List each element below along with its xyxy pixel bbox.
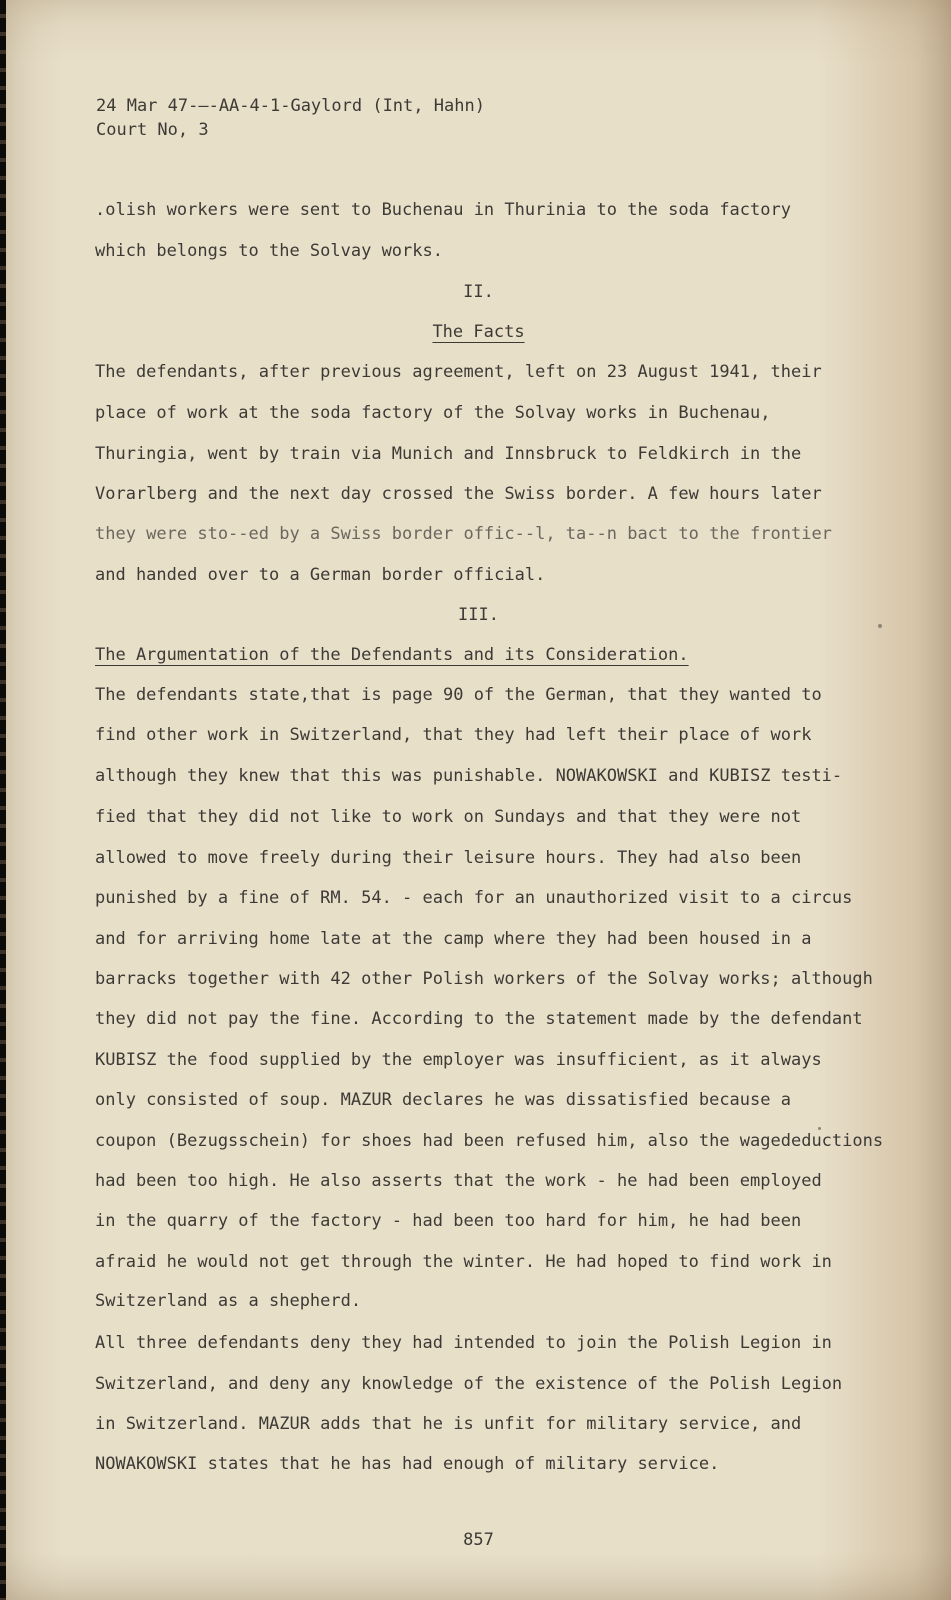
paragraph-line: they did not pay the fine. According to the statement made by the defendant bbox=[95, 1009, 863, 1029]
paragraph-line: allowed to move freely during their leisure hours. They had also been bbox=[95, 848, 802, 868]
paragraph-line: barracks together with 42 other Polish workers of the Solvay works; although bbox=[95, 969, 873, 989]
paragraph-line: KUBISZ the food supplied by the employer was insufficient, as it always bbox=[95, 1050, 822, 1070]
section-numeral: II. bbox=[463, 282, 494, 302]
paragraph-line: Switzerland, and deny any knowledge of the existence of the Polish Legion bbox=[95, 1374, 843, 1394]
paper-speck bbox=[818, 1127, 821, 1130]
paragraph-line: Thuringia, went by train via Munich and Innsbruck to Feldkirch in the bbox=[95, 444, 802, 464]
header-court-number: Court No, 3 bbox=[96, 120, 209, 140]
paragraph-line: fied that they did not like to work on Sundays and that they were not bbox=[95, 807, 802, 827]
document-page bbox=[6, 0, 951, 1600]
section-heading: The Argumentation of the Defendants and its Consideration. bbox=[95, 645, 689, 665]
page-number: 857 bbox=[463, 1530, 494, 1550]
paragraph-line: coupon (Bezugsschein) for shoes had been refused him, also the wagedeductions bbox=[95, 1131, 884, 1151]
paragraph-line: they were sto--ed by a Swiss border offic--l, ta--n bact to the frontier bbox=[95, 524, 832, 544]
paragraph-line: which belongs to the Solvay works. bbox=[95, 241, 443, 261]
paragraph-line: and for arriving home late at the camp where they had been housed in a bbox=[95, 929, 812, 949]
paragraph-line: All three defendants deny they had intended to join the Polish Legion in bbox=[95, 1333, 832, 1353]
paragraph-line: and handed over to a German border official. bbox=[95, 565, 546, 585]
paragraph-line: afraid he would not get through the winter. He had hoped to find work in bbox=[95, 1252, 832, 1272]
paragraph-line: .olish workers were sent to Buchenau in Thurinia to the soda factory bbox=[95, 200, 791, 220]
header-case-reference: 24 Mar 47-—-AA-4-1-Gaylord (Int, Hahn) bbox=[96, 96, 485, 116]
paragraph-line: in Switzerland. MAZUR adds that he is unfit for military service, and bbox=[95, 1414, 802, 1434]
paragraph-line: in the quarry of the factory - had been too hard for him, he had been bbox=[95, 1211, 802, 1231]
paragraph-line: only consisted of soup. MAZUR declares he was dissatisfied because a bbox=[95, 1090, 791, 1110]
paragraph-line: The defendants, after previous agreement, left on 23 August 1941, their bbox=[95, 362, 822, 382]
paragraph-line: The defendants state,that is page 90 of the German, that they wanted to bbox=[95, 685, 822, 705]
paragraph-line: punished by a fine of RM. 54. - each for an unauthorized visit to a circus bbox=[95, 888, 853, 908]
section-heading: The Facts bbox=[432, 322, 525, 342]
paragraph-line: Switzerland as a shepherd. bbox=[95, 1291, 362, 1311]
paragraph-line: place of work at the soda factory of the Solvay works in Buchenau, bbox=[95, 403, 771, 423]
section-numeral: III. bbox=[458, 605, 499, 625]
paragraph-line: Vorarlberg and the next day crossed the Swiss border. A few hours later bbox=[95, 484, 822, 504]
paragraph-line: find other work in Switzerland, that they had left their place of work bbox=[95, 725, 812, 745]
paragraph-line: had been too high. He also asserts that the work - he had been employed bbox=[95, 1171, 822, 1191]
paragraph-line: NOWAKOWSKI states that he has had enough of military service. bbox=[95, 1454, 720, 1474]
paper-speck bbox=[878, 624, 882, 628]
paragraph-line: although they knew that this was punishable. NOWAKOWSKI and KUBISZ testi- bbox=[95, 766, 843, 786]
